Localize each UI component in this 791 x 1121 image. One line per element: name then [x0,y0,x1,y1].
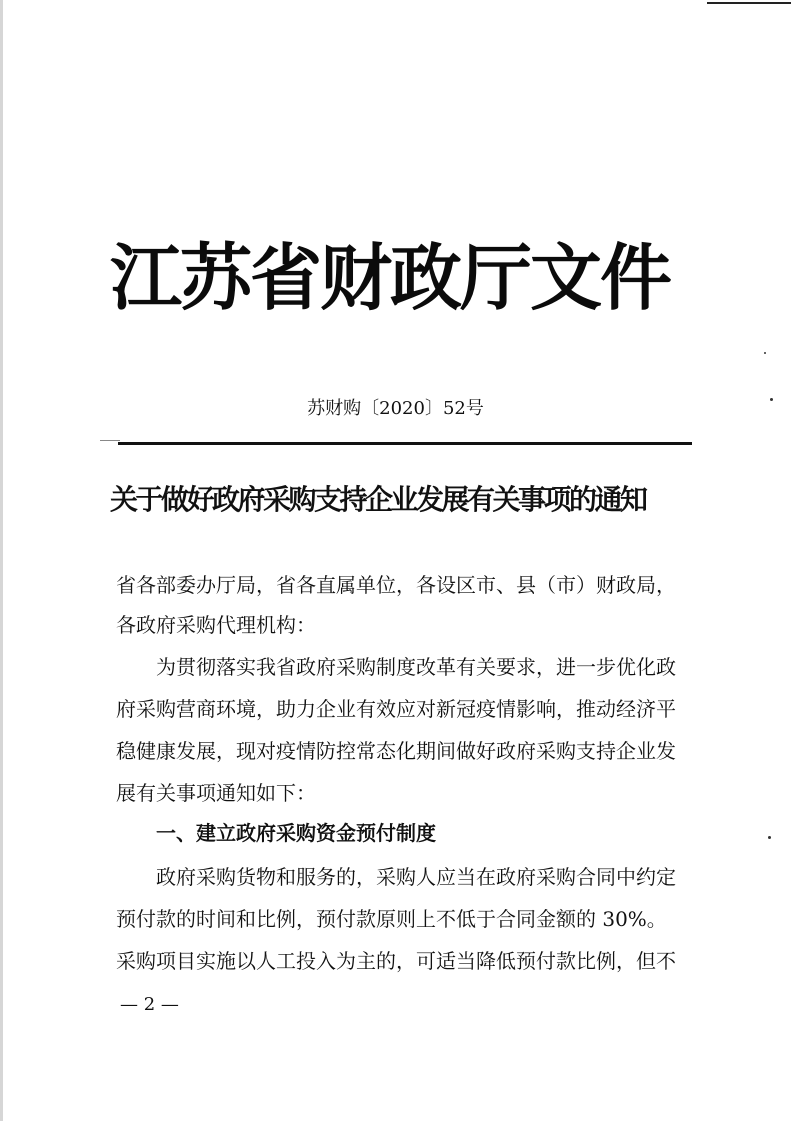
body-line-addressees-cont: 各政府采购代理机构： [116,613,316,637]
scan-mark [707,2,791,4]
body-line-paragraph2: 预付款的时间和比例，预付款原则上不低于合同金额的 30%。 [116,907,667,931]
section-heading: 一、建立政府采购资金预付制度 [156,821,436,845]
body-line-paragraph1: 展有关事项通知如下： [116,781,316,805]
body-line-addressees: 省各部委办厅局，省各直属单位，各设区市、县（市）财政局， [116,573,676,597]
rule-speckle [100,440,120,441]
header-divider [118,442,692,445]
scan-speck [770,398,773,401]
body-line-paragraph2: 政府采购货物和服务的，采购人应当在政府采购合同中约定 [156,865,676,889]
body-line-paragraph1: 府采购营商环境，助力企业有效应对新冠疫情影响，推动经济平 [116,697,676,721]
scan-speck [764,352,766,354]
notice-title: 关于做好政府采购支持企业发展有关事项的通知 [110,483,646,516]
body-line-paragraph1: 为贯彻落实我省政府采购制度改革有关要求，进一步优化政 [156,655,676,679]
body-line-paragraph2: 采购项目实施以人工投入为主的，可适当降低预付款比例，但不 [116,949,676,973]
body-line-paragraph1: 稳健康发展，现对疫情防控常态化期间做好政府采购支持企业发 [116,739,676,763]
scan-speck [768,836,771,839]
scan-edge [0,0,3,1121]
document-number: 苏财购〔2020〕52号 [307,398,484,419]
document-header-title: 江苏省财政厅文件 [110,235,671,320]
page-number: — 2 — [120,994,179,1015]
